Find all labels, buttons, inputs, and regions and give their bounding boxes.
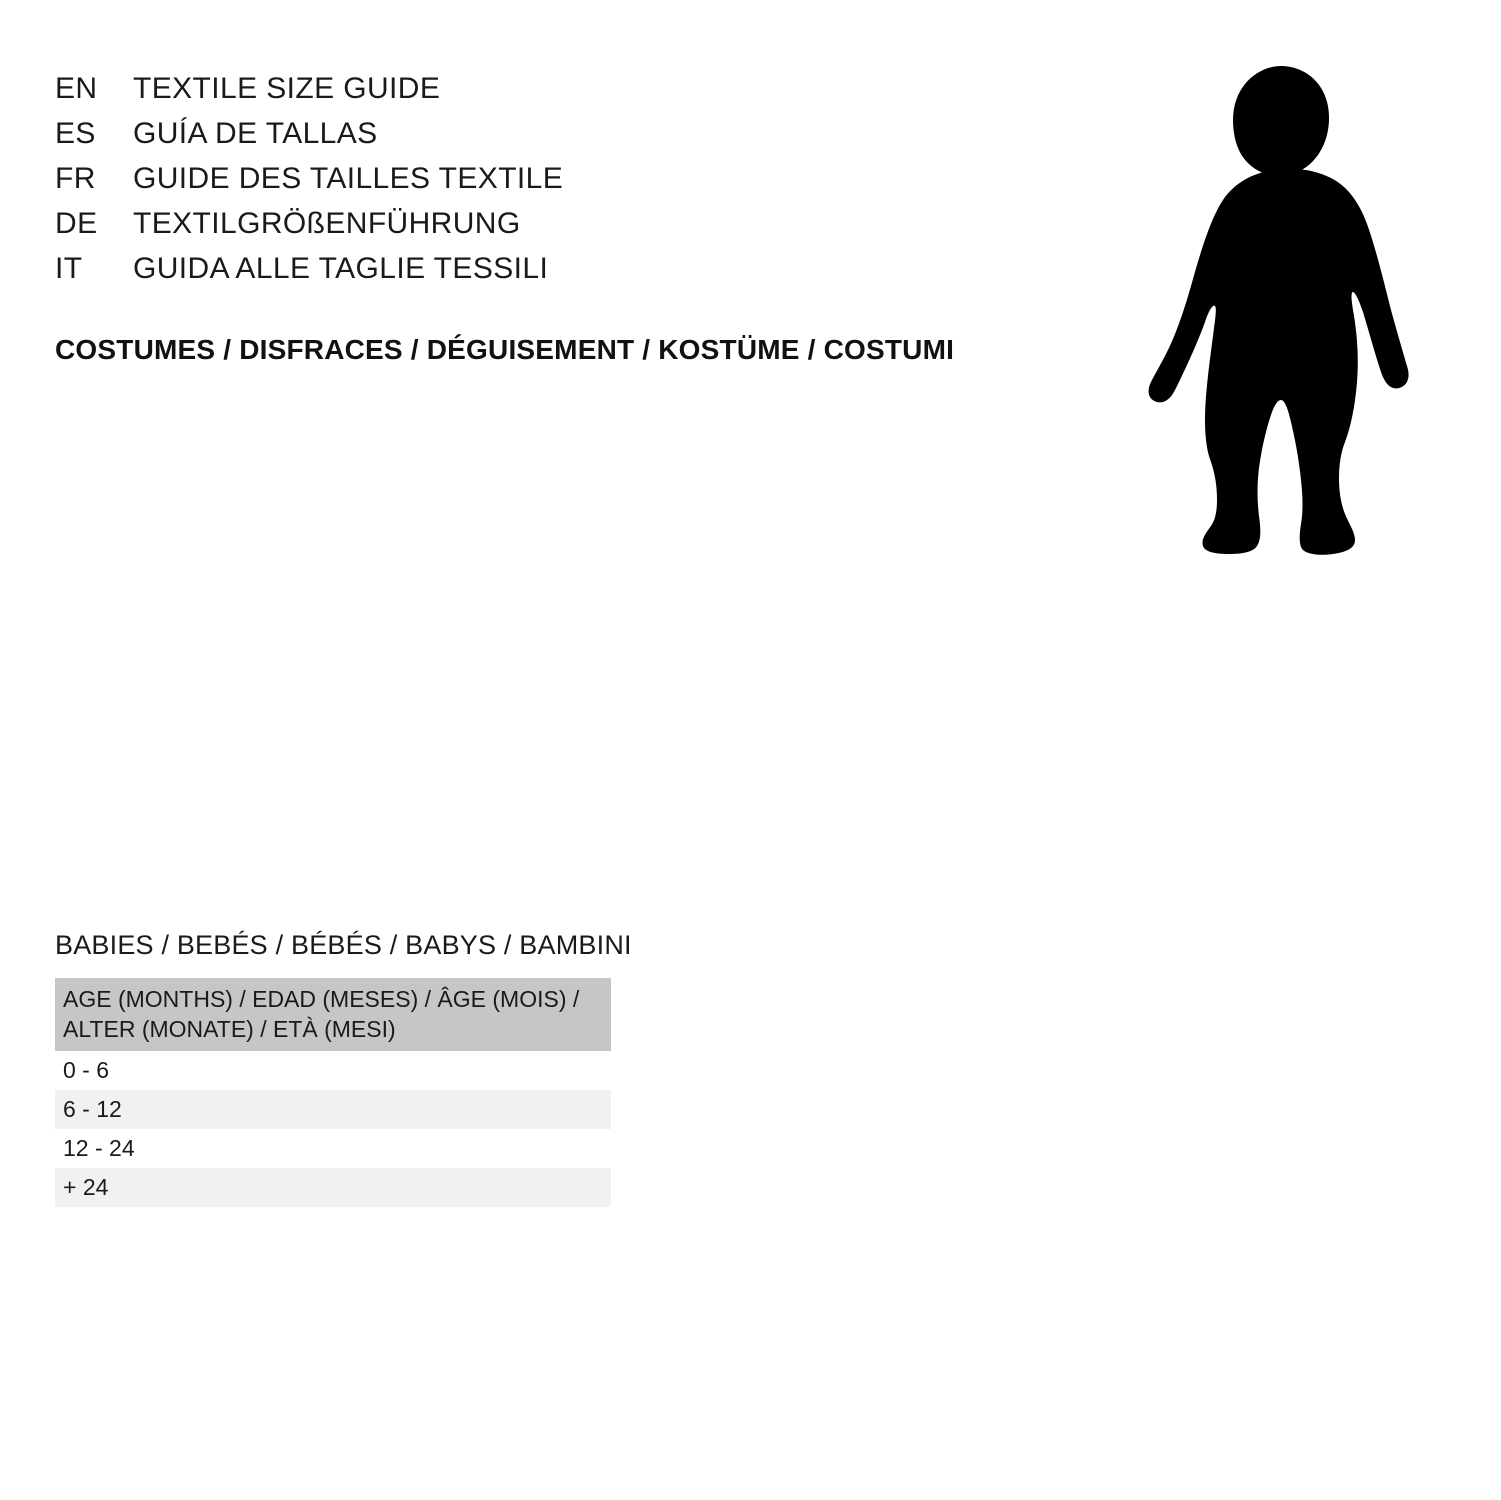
language-row-it [55, 252, 755, 297]
table-title: BABIES / BEBÉS / BÉBÉS / BABYS / BAMBINI [55, 930, 632, 960]
language-title-de: TEXTILGRÖßENFÜHRUNG [133, 207, 521, 240]
age-range-value: 0 - 6 [55, 1051, 611, 1090]
language-code-it: IT [55, 252, 83, 285]
language-code-de: DE [55, 207, 98, 240]
table-header-age: AGE (MONTHS) / EDAD (MESES) / ÂGE (MOIS) / ALTER (MONATE) / ETÀ (MESI) [55, 978, 611, 1051]
age-range-value: 12 - 24 [55, 1129, 611, 1168]
size-table [55, 978, 611, 1207]
table-row [55, 1168, 611, 1207]
table-header-row [55, 978, 611, 1051]
language-heading-block [55, 72, 755, 297]
language-code-fr: FR [55, 162, 96, 195]
language-row-en [55, 72, 755, 117]
language-row-de [55, 207, 755, 252]
table-row [55, 1129, 611, 1168]
language-title-en: TEXTILE SIZE GUIDE [133, 72, 441, 105]
table-row [55, 1090, 611, 1129]
language-row-fr [55, 162, 755, 207]
age-range-value: 6 - 12 [55, 1090, 611, 1129]
language-title-it: GUIDA ALLE TAGLIE TESSILI [133, 252, 549, 285]
language-title-fr: GUIDE DES TAILLES TEXTILE [133, 162, 564, 195]
language-code-en: EN [55, 72, 98, 105]
babies-size-section [55, 930, 675, 1207]
toddler-silhouette-icon [1105, 60, 1435, 560]
language-code-es: ES [55, 117, 96, 150]
language-row-es [55, 117, 755, 162]
language-title-es: GUÍA DE TALLAS [133, 117, 378, 150]
age-range-value: + 24 [55, 1168, 611, 1207]
category-line: COSTUMES / DISFRACES / DÉGUISEMENT / KOSTÜME / COSTUMI [55, 334, 955, 365]
table-row [55, 1051, 611, 1090]
